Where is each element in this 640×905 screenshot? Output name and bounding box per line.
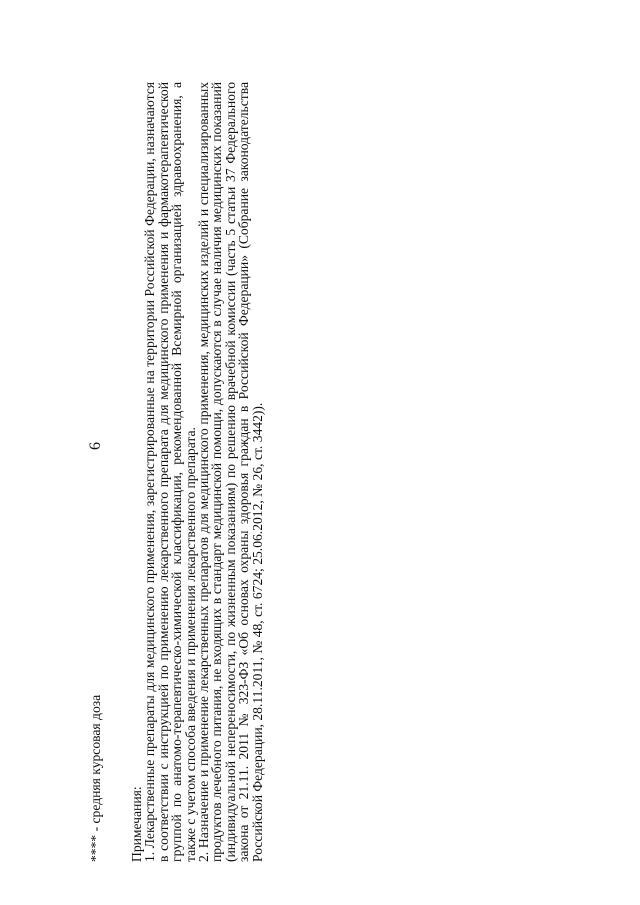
note-item-2: 2. Назначение и применение лекарственных препаратов для медицинского применения, медицинских изделий и специализированных продуктов лечебного питания, не входящих в стандарт медицинской помощи, допускаются в случае наличия медицинских показаний (индивидуальной непереносимости, по жизненным показаниям) по решению врачебной комиссии (часть 5 статьи 37 Федерального закона от 21.11. 2011 № 323-ФЗ «Об основах охраны здоровья граждан в Российской Федерации» (Собрание законодательства Российской Федерации, 28.11.2011, № 48, ст. 6724; 25.06.2012, № 26, ст. 3442)). bbox=[196, 82, 265, 862]
notes-section bbox=[130, 82, 264, 862]
page-number: 6 bbox=[87, 442, 104, 450]
rotated-page-content bbox=[88, 82, 328, 862]
footnote-course-dose: **** - средняя курсовая доза bbox=[88, 694, 103, 862]
note-item-1: 1. Лекарственные препараты для медицинского применения, зарегистрированные на территории Российской Федерации, назначаются в соответствии с инструкцией по применению лекарственного препарата для медицинского применения и фармакотерапевтической группой по анатомо-терапевтическо-химической классификации, рекомендованной Всемирной организацией здравоохранения, а также с учетом способа введения и применения лекарственного препарата. bbox=[142, 82, 198, 862]
notes-heading: Примечания: bbox=[129, 786, 144, 862]
